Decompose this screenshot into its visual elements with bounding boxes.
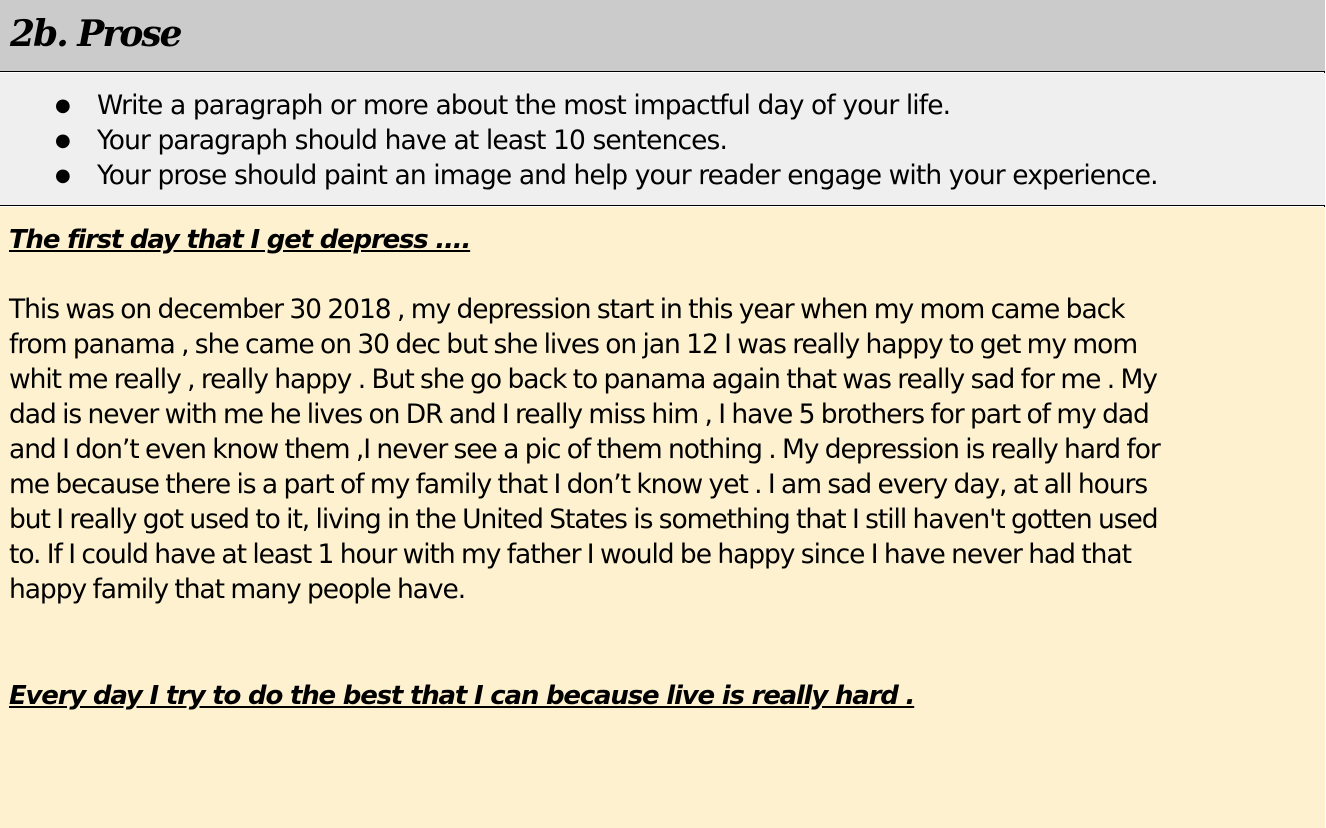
response-closing-line[interactable]: Every day I try to do the best that I can because live is really hard . [9, 681, 915, 711]
section-header [0, 0, 1325, 72]
section-title: 2b. Prose [10, 13, 181, 55]
response-title[interactable]: The first day that I get depress .... [9, 225, 471, 255]
bullet-icon: ● [55, 165, 71, 186]
instruction-text: Write a paragraph or more about the most impactful day of your life. [97, 90, 951, 121]
response-area[interactable] [0, 207, 1325, 828]
bullet-icon: ● [55, 95, 71, 116]
instruction-text: Your prose should paint an image and help your reader engage with your experience. [97, 160, 1158, 191]
bullet-icon: ● [55, 130, 71, 151]
instructions-list [0, 88, 1158, 193]
instruction-item [0, 158, 1158, 193]
instructions-panel [0, 73, 1325, 206]
response-paragraph[interactable]: This was on december 30 2018 , my depression start in this year when my mom came back from panama , she came on 30 dec but she lives on jan 12 I was really happy to get my mom whit me really , really happy . But she go back to panama again that was really sad for me . My dad is never with me he lives on DR and I really miss him , I have 5 brothers for part of my dad and I don’t even know them ,I never see a pic of them nothing . My depression is really hard for me because there is a part of my family that I don’t know yet . I am sad every day, at all hours but I really got used to it, living in the United States is something that I still haven't gotten used to. If I could have at least 1 hour with my father I would be happy since I have never had that happy family that many people have. [9, 294, 1160, 605]
instruction-item [0, 123, 1158, 158]
instruction-item [0, 88, 1158, 123]
instruction-text: Your paragraph should have at least 10 sentences. [97, 125, 727, 156]
